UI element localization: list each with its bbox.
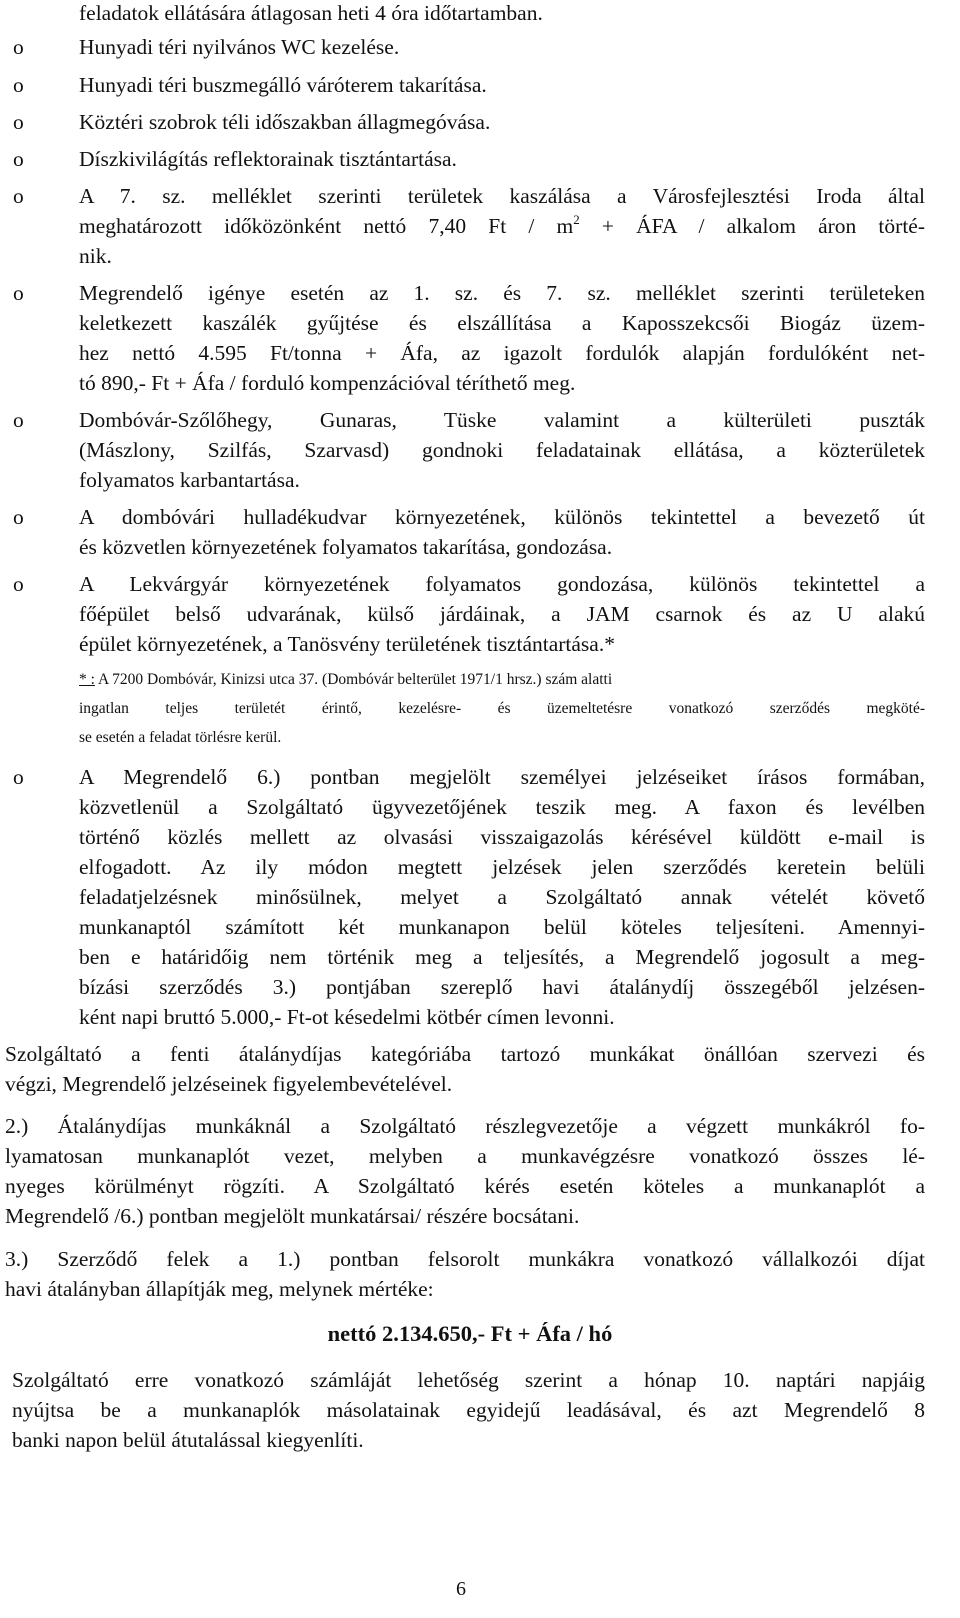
superscript: 2: [573, 212, 580, 227]
monthly-fee: nettó 2.134.650,- Ft + Áfa / hó: [327, 1321, 613, 1346]
list-item-line: épület környezetének, a Tanösvény területének tisztántartása.*: [79, 632, 615, 656]
bullet-marker: o: [13, 408, 24, 432]
list-item: A Lekvárgyár környezetének folyamatos gondozása, különös tekintettel a: [79, 572, 925, 596]
list-item: Díszkivilágítás reflektorainak tisztántartása.: [79, 147, 457, 171]
list-item-line: hez nettó 4.595 Ft/tonna + Áfa, az igazolt fordulók alapján fordulóként net-: [79, 341, 925, 365]
list-item: A 7. sz. melléklet szerinti területek kaszálása a Városfejlesztési Iroda által: [79, 184, 925, 208]
list-item: Hunyadi téri buszmegálló váróterem takarítása.: [79, 73, 487, 97]
list-item-line: történő közlés mellett az olvasási visszaigazolás kérésével küldött e-mail is: [79, 825, 925, 849]
paragraph-line: Megrendelő /6.) pontban megjelölt munkatársai/ részére bocsátani.: [5, 1204, 580, 1228]
paragraph: Szolgáltató a fenti átalánydíjas kategóriába tartozó munkákat önállóan szervezi és: [5, 1042, 925, 1066]
list-item: Dombóvár-Szőlőhegy, Gunaras, Tüske valamint a külterületi puszták: [79, 408, 925, 432]
list-item-line: elfogadott. Az ily módon megtett jelzések jelen szerződés keretein belüli: [79, 855, 925, 879]
bullet-marker: o: [13, 184, 24, 208]
list-item-line: ként napi bruttó 5.000,- Ft-ot késedelmi kötbér címen levonni.: [79, 1005, 615, 1029]
list-item-line: tó 890,- Ft + Áfa / forduló kompenzációval téríthető meg.: [79, 371, 576, 395]
paragraph-line: nyeges körülményt rögzíti. A Szolgáltató kérés esetén köteles a munkanaplót a: [5, 1174, 925, 1198]
footnote-line: se esetén a feladat törlésre kerül.: [79, 729, 282, 746]
list-item-line: főépület belső udvarának, külső járdáinak, a JAM csarnok és az U alakú: [79, 602, 925, 626]
list-item-line: és közvetlen környezetének folyamatos takarítása, gondozása.: [79, 535, 613, 559]
list-item-line: feladatjelzésnek minősülnek, melyet a Szolgáltató annak vételét követő: [79, 885, 925, 909]
list-item-line: bízási szerződés 3.) pontjában szereplő havi átalánydíj összegéből jelzésen-: [79, 975, 925, 999]
paragraph: 2.) Átalánydíjas munkáknál a Szolgáltató részlegvezetője a végzett munkákról fo-: [5, 1114, 925, 1138]
paragraph: 3.) Szerződő felek a 1.) pontban felsorolt munkákra vonatkozó vállalkozói díjat: [5, 1247, 925, 1271]
list-item-line: (Mászlony, Szilfás, Szarvasd) gondnoki feladatainak ellátása, a közterületek: [79, 438, 925, 462]
bullet-marker: o: [13, 147, 24, 171]
list-item-line: keletkezett kaszálék gyűjtése és elszállítása a Kaposszekcsői Biogáz üzem-: [79, 311, 925, 335]
list-item: Hunyadi téri nyilvános WC kezelése.: [79, 35, 400, 59]
footnote: * : A 7200 Dombóvár, Kinizsi utca 37. (Dombóvár belterület 1971/1 hrsz.) szám alatti: [79, 671, 613, 688]
bullet-marker: o: [13, 35, 24, 59]
paragraph-line: lyamatosan munkanaplót vezet, melyben a munkavégzésre vonatkozó összes lé-: [5, 1144, 925, 1168]
list-item-line: ben e határidőig nem történik meg a teljesítés, a Megrendelő jogosult a meg-: [79, 945, 925, 969]
list-item: A dombóvári hulladékudvar környezetének, különös tekintettel a bevezető út: [79, 505, 925, 529]
list-item: A Megrendelő 6.) pontban megjelölt személyei jelzéseiket írásos formában,: [79, 765, 925, 789]
list-item-line: meghatározott időközönként nettó 7,40 Ft / $m^2$ + ÁFA / alkalom áron törté-: [79, 212, 925, 238]
paragraph-line: nyújtsa be a munkanaplók másolatainak egyidejű leadásával, és azt Megrendelő 8: [12, 1398, 925, 1422]
bullet-marker: o: [13, 110, 24, 134]
paragraph-line: banki napon belül átutalással kiegyenlíti.: [12, 1428, 364, 1452]
paragraph: Szolgáltató erre vonatkozó számláját lehetőség szerint a hónap 10. naptári napjáig: [12, 1368, 925, 1392]
list-item: Köztéri szobrok téli időszakban állagmegóvása.: [79, 110, 491, 134]
footnote-marker: * :: [79, 671, 95, 688]
list-item-line: közvetlenül a Szolgáltató ügyvezetőjének teszik meg. A faxon és levélben: [79, 795, 925, 819]
bullet-marker: o: [13, 505, 24, 529]
bullet-marker: o: [13, 765, 24, 789]
text-line: feladatok ellátására átlagosan heti 4 óra időtartamban.: [79, 1, 543, 25]
list-item-line: folyamatos karbantartása.: [79, 468, 300, 492]
list-item-line: nik.: [79, 244, 112, 268]
bullet-marker: o: [13, 73, 24, 97]
paragraph-line: végzi, Megrendelő jelzéseinek figyelembevételével.: [5, 1072, 453, 1096]
paragraph-line: havi átalányban állapítják meg, melynek mértéke:: [5, 1277, 434, 1301]
list-item-line: munkanaptól számított két munkanapon belül köteles teljesíteni. Amennyi-: [79, 915, 925, 939]
list-item: Megrendelő igénye esetén az 1. sz. és 7. sz. melléklet szerinti területeken: [79, 281, 925, 305]
bullet-marker: o: [13, 572, 24, 596]
bullet-marker: o: [13, 281, 24, 305]
footnote-line: ingatlan teljes területét érintő, kezelésre- és üzemeltetésre vonatkozó szerződés megköté-: [79, 700, 925, 717]
page-number: 6: [456, 1578, 466, 1600]
